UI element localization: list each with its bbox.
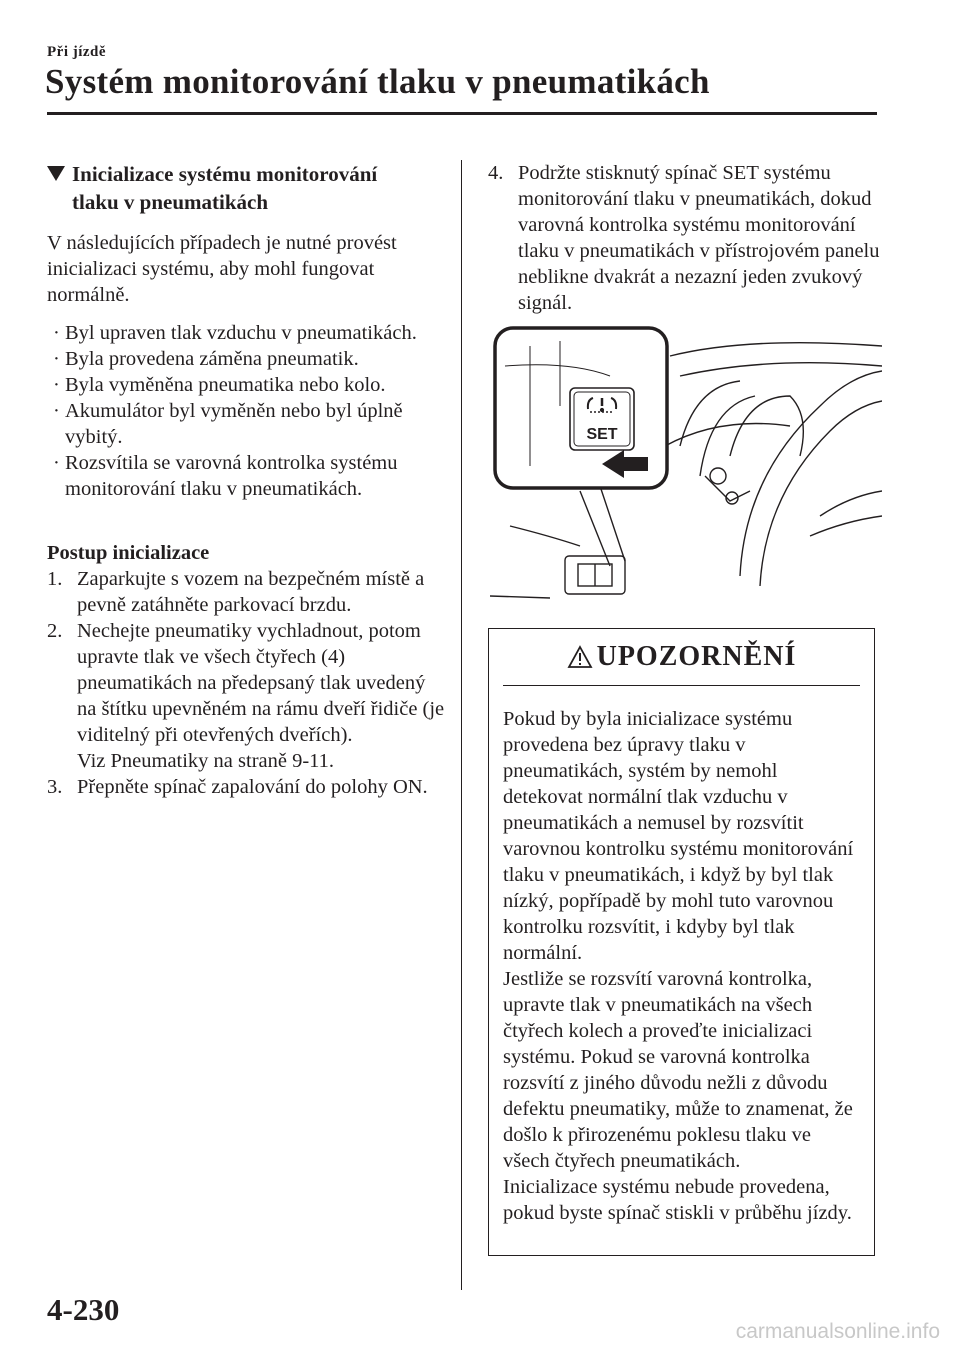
caution-paragraph: Jestliže se rozsvítí varovná kontrolka, upravte tlak v pneumatikách na všech čtyřech kolech a proveďte inicializaci systému. Pokud se varovná kontrolka rozsvítí z jiného důvodu nežli z důvodu defektu pneumatiky, může to znamenat, že došlo k přirozenému poklesu tlaku ve všech čtyřech pneumatikách. bbox=[503, 968, 853, 1172]
step-item: 1. Zaparkujte s vozem na bezpečném místě a pevně zatáhněte parkovací brzdu. bbox=[47, 568, 425, 616]
set-button-label: SET bbox=[586, 426, 618, 443]
caution-paragraph: Pokud by byla inicializace systému provedena bez úpravy tlaku v pneumatikách, systém by nemohl detekovat normální tlak vzduchu v pneumatikách a nemusel by rozsvítit varovnou kontrolku systému monitorování tlaku v pneumatikách, i když by byl tlak nízký, popřípadě by mohl tuto varovnou kontrolku rozsvítit, i kdyby byl tlak normální. bbox=[503, 708, 854, 964]
caution-title: UPOZORNĚNÍ bbox=[596, 641, 797, 672]
watermark: carmanualsonline.info bbox=[735, 1320, 940, 1343]
caution-box bbox=[488, 628, 875, 1256]
caution-paragraph: Inicializace systému nebude provedena, pokud byste spínač stiskli v průběhu jízdy. bbox=[503, 1176, 852, 1224]
right-column bbox=[488, 160, 880, 316]
page-number: 4-230 bbox=[47, 1292, 120, 1327]
step-item: 2. Nechejte pneumatiky vychladnout, potom upravte tlak ve všech čtyřech (4) pneumatikách na předepsaný tlak uvedený na štítku upevněném na rámu dveří řidiče (je viditelný při otevřených dveřích). Viz Pneumatiky na straně 9-11. bbox=[47, 620, 445, 772]
caution-body bbox=[503, 706, 860, 1226]
column-divider bbox=[461, 160, 462, 1290]
procedure-steps-continued bbox=[488, 160, 880, 316]
caution-heading bbox=[489, 641, 874, 673]
list-item: · Byla vyměněna pneumatika nebo kolo. bbox=[53, 374, 386, 396]
subheading bbox=[47, 160, 447, 216]
cross-reference: Viz Pneumatiky na straně 9-11. bbox=[77, 750, 335, 772]
procedure-title: Postup inicializace bbox=[47, 542, 210, 564]
list-item: · Byl upraven tlak vzduchu v pneumatikách. bbox=[53, 322, 417, 344]
intro-paragraph: V následujících případech je nutné provést inicializaci systému, aby mohl fungovat normálně. bbox=[47, 232, 397, 306]
step-item: 3. Přepněte spínač zapalování do polohy ON. bbox=[47, 776, 428, 798]
triangle-bullet-icon bbox=[47, 166, 65, 181]
subheading-line1: Inicializace systému monitorování bbox=[72, 162, 378, 186]
list-item: · Rozsvítila se varovná kontrolka systému monitorování tlaku v pneumatikách. bbox=[53, 452, 398, 500]
list-item: · Byla provedena záměna pneumatik. bbox=[53, 348, 359, 370]
subheading-line2: tlaku v pneumatikách bbox=[72, 190, 269, 214]
list-item: · Akumulátor byl vyměněn nebo byl úplně vybitý. bbox=[53, 400, 403, 448]
title-rule bbox=[47, 112, 877, 115]
section-label: Při jízdě bbox=[47, 44, 107, 60]
procedure-steps bbox=[47, 566, 447, 800]
warning-triangle-icon bbox=[567, 645, 593, 669]
step-item: 4. Podržte stisknutý spínač SET systému monitorování tlaku v pneumatikách, dokud varovná kontrolka systému monitorování tlaku v pneumatikách v přístrojovém panelu neblikne dvakrát a nezazní jeden zvukový signál. bbox=[488, 162, 880, 314]
condition-list bbox=[47, 320, 447, 502]
left-column bbox=[47, 160, 447, 800]
page-title: Systém monitorování tlaku v pneumatikách bbox=[45, 62, 710, 101]
dashboard-illustration bbox=[490, 326, 882, 606]
caution-divider bbox=[503, 685, 860, 686]
